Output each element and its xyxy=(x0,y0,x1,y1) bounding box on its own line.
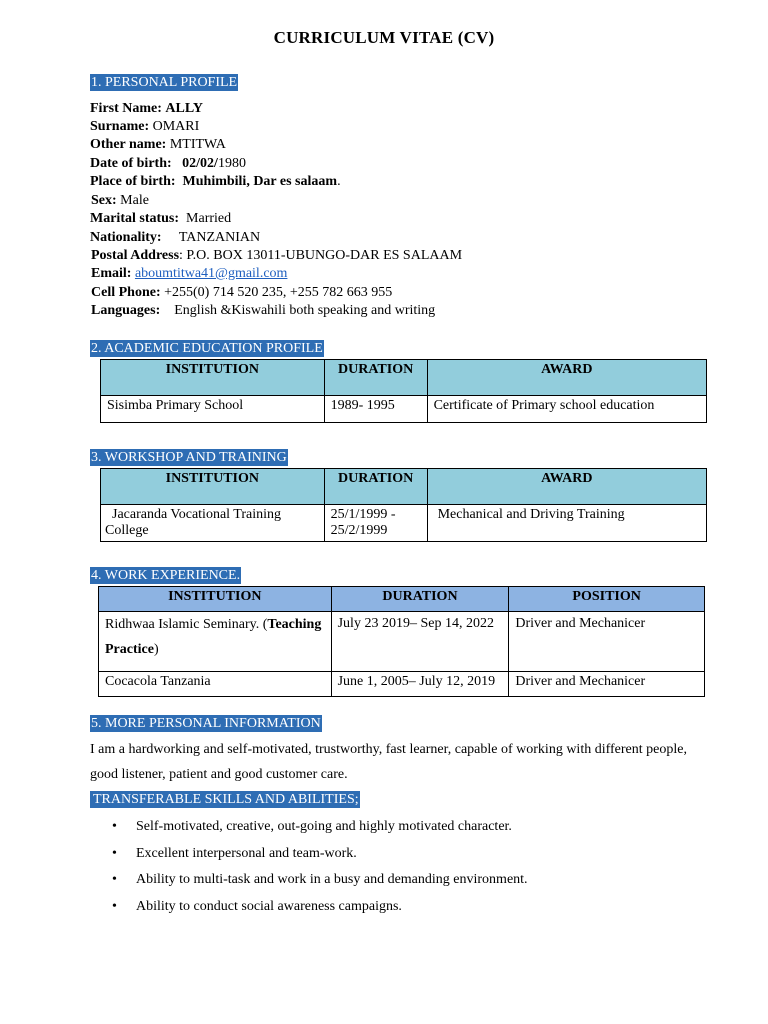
nationality-line xyxy=(90,229,260,247)
phone-label: Cell Phone: xyxy=(91,285,161,300)
bullet-icon: • xyxy=(112,872,117,887)
dob-line xyxy=(90,155,246,173)
email-link[interactable]: aboumtitwa41@gmail.com xyxy=(134,266,288,281)
nationality-label: Nationality: xyxy=(90,230,162,245)
pob-line xyxy=(90,173,341,191)
section-heading-more: 5. MORE PERSONAL INFORMATION xyxy=(91,716,321,731)
bullet-icon: • xyxy=(112,898,117,914)
section-heading-work: 4. WORK EXPERIENCE. xyxy=(91,568,241,583)
column-header: AWARD xyxy=(427,360,706,396)
section-heading-workshop: 3. WORKSHOP AND TRAINING xyxy=(91,450,287,465)
skill-text: Ability to conduct social awareness campaigns. xyxy=(136,898,402,914)
postal-line xyxy=(91,247,462,265)
skill-text: Ability to multi-task and work in a busy and demanding environment. xyxy=(136,872,528,887)
postal-value: : P.O. BOX 13011-UBUNGO-DAR ES SALAAM xyxy=(179,248,463,263)
document-title: CURRICULUM VITAE (CV) xyxy=(273,28,495,47)
table-cell xyxy=(101,505,325,542)
table-row xyxy=(101,505,707,542)
cell-text: Jacaranda Vocational Training College xyxy=(105,507,282,538)
table-cell: June 1, 2005– July 12, 2019 xyxy=(331,672,509,697)
about-paragraph: I am a hardworking and self-motivated, trustworthy, fast learner, capable of working with different people, good listener, patient and good customer care. xyxy=(90,742,687,782)
sex-label: Sex: xyxy=(91,193,117,208)
bullet-icon: • xyxy=(112,845,117,861)
marital-line xyxy=(90,210,231,228)
nationality-value: TANZANIAN xyxy=(178,230,261,245)
column-header: INSTITUTION xyxy=(101,469,325,505)
other-name-value: MTITWA xyxy=(169,137,226,152)
email-line xyxy=(91,265,287,283)
other-name-label: Other name: xyxy=(90,137,167,152)
sex-value: Male xyxy=(120,193,149,208)
column-header: AWARD xyxy=(427,469,706,505)
column-header: INSTITUTION xyxy=(101,360,325,396)
surname-value: OMARI xyxy=(152,119,200,134)
table-cell: Mechanical and Driving Training xyxy=(427,505,706,542)
sex-line xyxy=(91,192,149,210)
cell-text-bold: Teaching Practice xyxy=(105,617,322,657)
dob-label: Date of birth: xyxy=(90,156,172,171)
marital-value: Married xyxy=(186,211,232,226)
table-row xyxy=(99,672,705,697)
pob-suffix: . xyxy=(337,174,341,189)
table-cell: Certificate of Primary school education xyxy=(427,396,706,423)
phone-value: +255(0) 714 520 235, +255 782 663 955 xyxy=(164,285,393,300)
table-row xyxy=(99,612,705,672)
column-header: DURATION xyxy=(324,360,427,396)
table-header-row xyxy=(101,360,707,396)
section-heading-personal: 1. PERSONAL PROFILE xyxy=(91,75,238,90)
section-heading-academic: 2. ACADEMIC EDUCATION PROFILE xyxy=(91,341,323,356)
surname-line xyxy=(90,118,199,136)
section-heading-skills: TRANSFERABLE SKILLS AND ABILITIES; xyxy=(90,791,360,808)
skill-text: Self-motivated, creative, out-going and highly motivated character. xyxy=(136,819,512,834)
dob-value-year: 1980 xyxy=(217,156,246,171)
table-cell: Driver and Mechanicer xyxy=(509,672,705,697)
dob-value-bold: 02/02/ xyxy=(182,156,218,171)
bullet-icon: • xyxy=(112,819,117,834)
table-cell xyxy=(99,612,332,672)
table-header-row xyxy=(99,587,705,612)
marital-label: Marital status: xyxy=(90,211,180,226)
surname-label: Surname: xyxy=(90,119,150,134)
pob-value: Muhimbili, Dar es salaam xyxy=(182,174,338,189)
first-name-value: ALLY xyxy=(165,101,204,116)
email-label: Email: xyxy=(91,266,132,281)
academic-table xyxy=(100,359,707,423)
languages-line xyxy=(91,302,435,320)
table-cell: Sisimba Primary School xyxy=(101,396,325,423)
table-row xyxy=(101,396,707,423)
workshop-table xyxy=(100,468,707,542)
other-name-line xyxy=(90,136,226,154)
first-name-line xyxy=(90,100,203,118)
skill-text: Excellent interpersonal and team-work. xyxy=(136,845,357,861)
table-cell: 1989- 1995 xyxy=(324,396,427,423)
postal-label: Postal Address xyxy=(91,248,180,263)
work-table xyxy=(98,586,705,697)
column-header: DURATION xyxy=(324,469,427,505)
column-header: INSTITUTION xyxy=(99,587,332,612)
table-cell: Driver and Mechanicer xyxy=(509,612,705,672)
table-cell: 25/1/1999 - 25/2/1999 xyxy=(324,505,427,542)
cell-text: ) xyxy=(153,642,159,657)
column-header: DURATION xyxy=(331,587,509,612)
table-header-row xyxy=(101,469,707,505)
cell-text: Ridhwaa Islamic Seminary. ( xyxy=(105,617,268,632)
first-name-label: First Name: xyxy=(90,101,162,116)
table-cell: Cocacola Tanzania xyxy=(99,672,332,697)
table-cell: July 23 2019– Sep 14, 2022 xyxy=(331,612,509,672)
column-header: POSITION xyxy=(509,587,705,612)
phone-line xyxy=(91,284,392,302)
languages-value: English &Kiswahili both speaking and writing xyxy=(174,303,436,318)
pob-label: Place of birth: xyxy=(90,174,176,189)
languages-label: Languages: xyxy=(91,303,161,318)
